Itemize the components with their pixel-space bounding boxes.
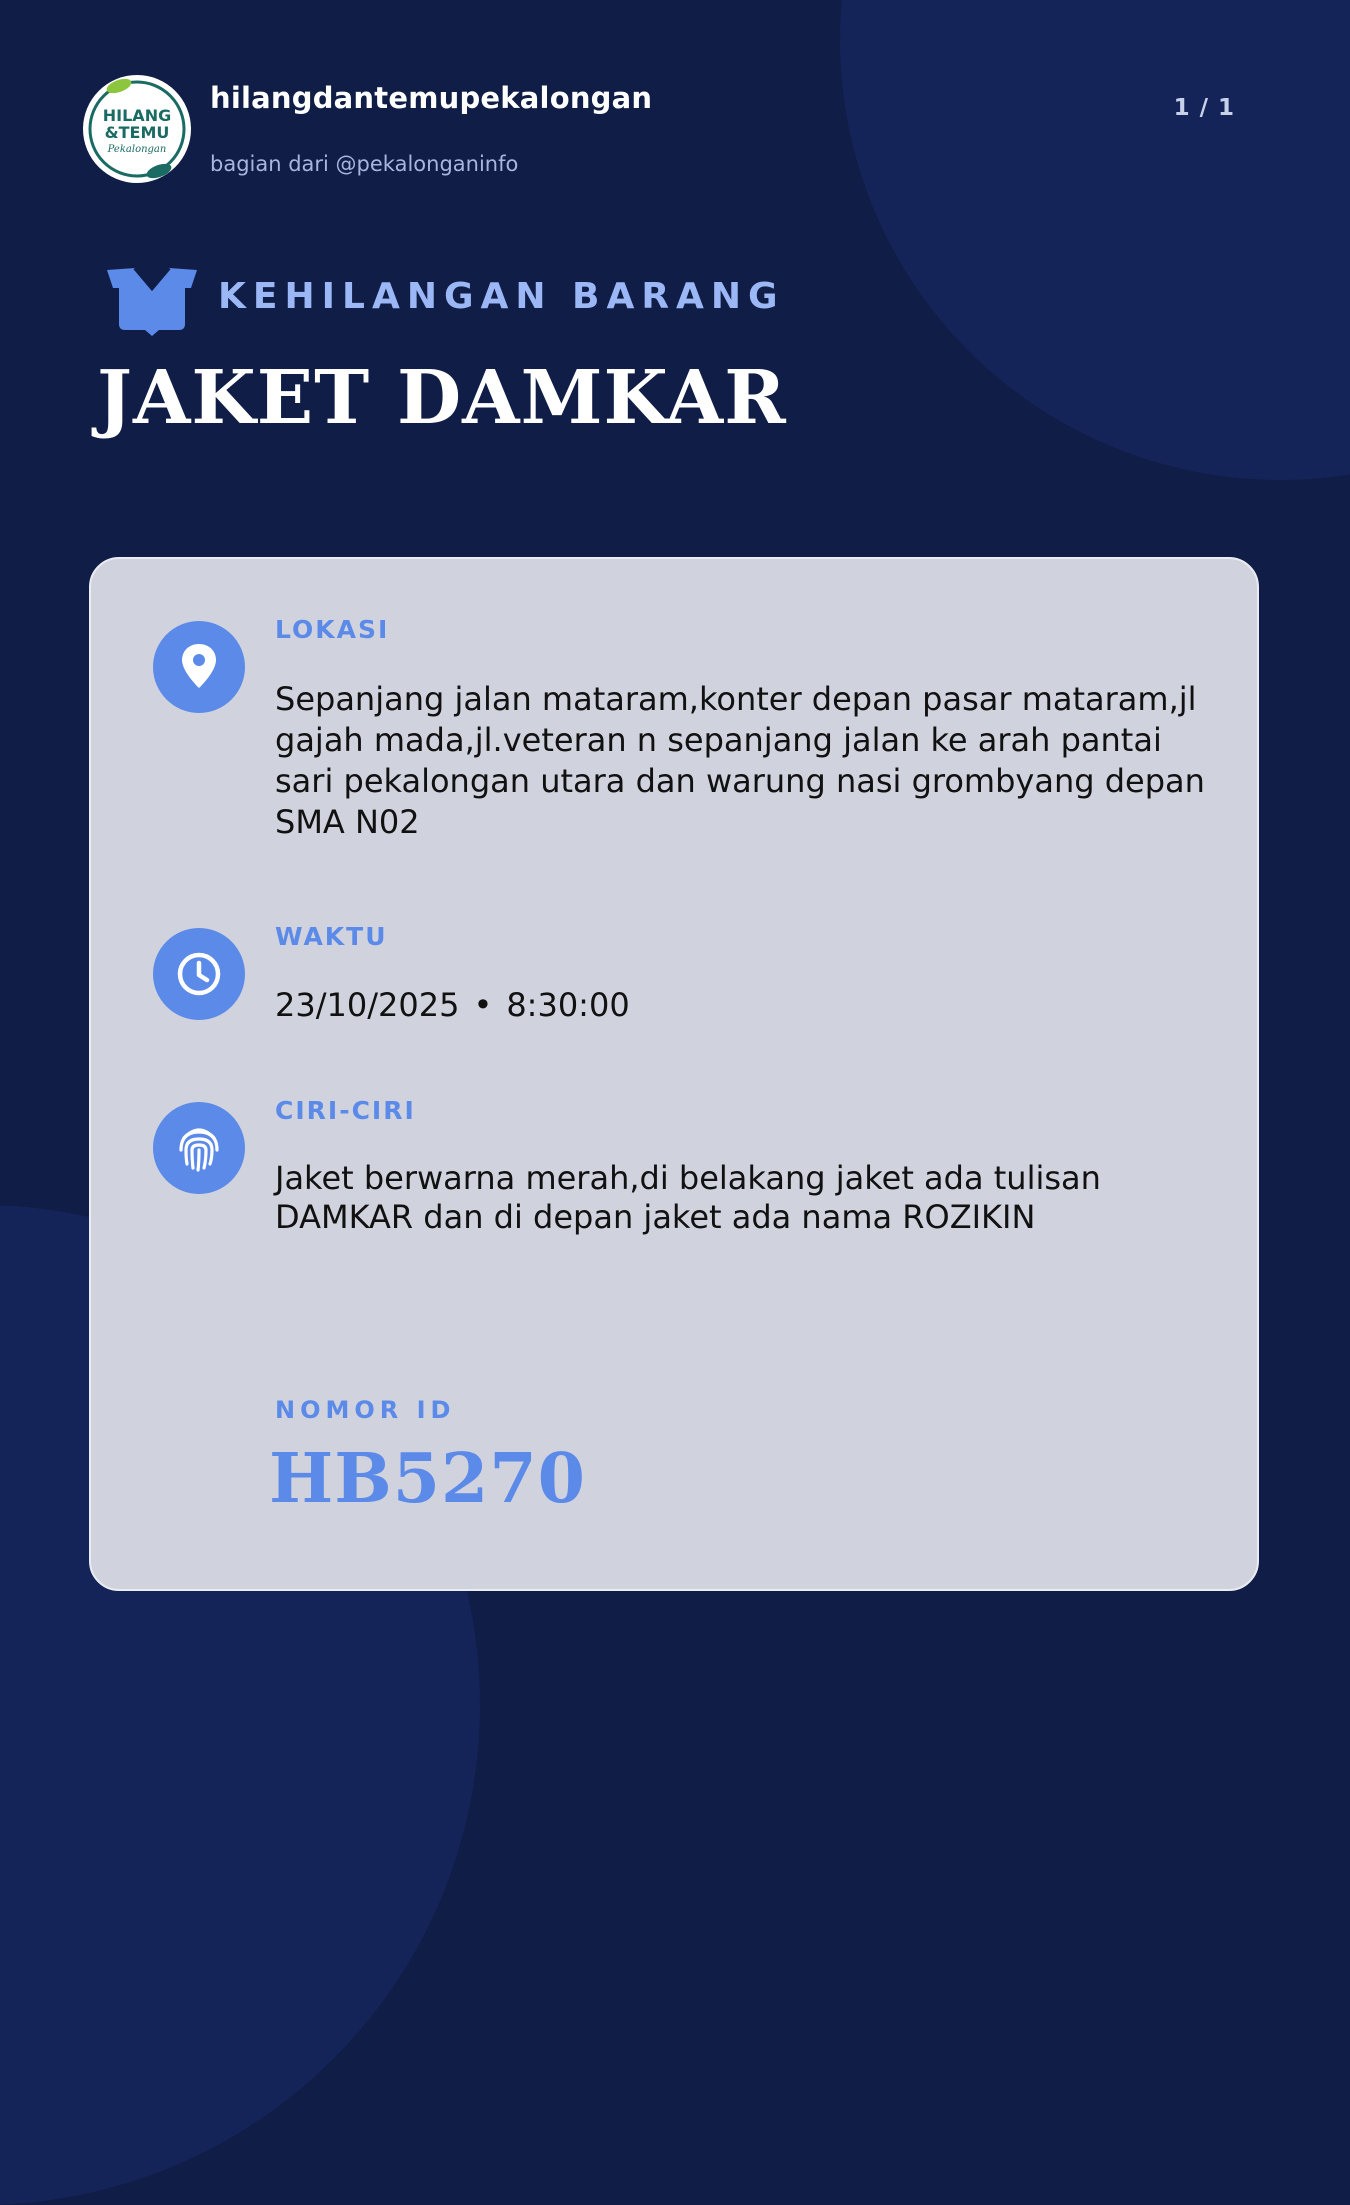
post-header: [83, 75, 1263, 185]
location-text: Sepanjang jalan mataram,konter depan pasar mataram,jl gajah mada,jl.veteran n sepanjang jalan ke arah pantai sari pekalongan utara dan warung nasi grombyang depan SMA N02: [275, 680, 1205, 841]
features-icon-badge: [153, 1102, 245, 1194]
account-logo[interactable]: [83, 75, 191, 183]
time-value: [275, 986, 630, 1024]
date-value: 23/10/2025: [275, 986, 460, 1024]
features-text: Jaket berwarna merah,di belakang jaket ada tulisan DAMKAR dan di depan jaket ada nama ROZIKIN: [275, 1159, 1101, 1236]
category-label: KEHILANGAN BARANG: [218, 276, 785, 317]
separator-dot: •: [473, 986, 493, 1024]
time-label: WAKTU: [275, 922, 388, 951]
svg-text:HILANG: HILANG: [102, 106, 172, 125]
account-name[interactable]: hilangdantemupekalongan: [210, 81, 653, 115]
hilang-temu-logo-icon: [83, 75, 191, 183]
fingerprint-icon: [153, 1102, 245, 1194]
features-label: CIRI-CIRI: [275, 1096, 416, 1125]
open-box-icon: [105, 266, 199, 336]
details-card: [89, 557, 1259, 1591]
background-circle-top-right: [840, 0, 1350, 480]
time-icon-badge: [153, 928, 245, 1020]
account-subtitle: bagian dari @pekalonganinfo: [210, 152, 519, 176]
location-label: LOKASI: [275, 615, 390, 644]
clock-icon: [153, 928, 245, 1020]
page-indicator: 1 / 1: [1173, 95, 1235, 121]
location-pin-icon: [153, 621, 245, 713]
svg-text:&TEMU: &TEMU: [104, 123, 170, 142]
clock-value: 8:30:00: [506, 986, 630, 1024]
location-icon-badge: [153, 621, 245, 713]
id-value: HB5270: [269, 1439, 586, 1519]
id-label: NOMOR ID: [275, 1396, 456, 1424]
item-title: JAKET DAMKAR: [97, 355, 787, 441]
svg-text:Pekalongan: Pekalongan: [107, 144, 167, 155]
